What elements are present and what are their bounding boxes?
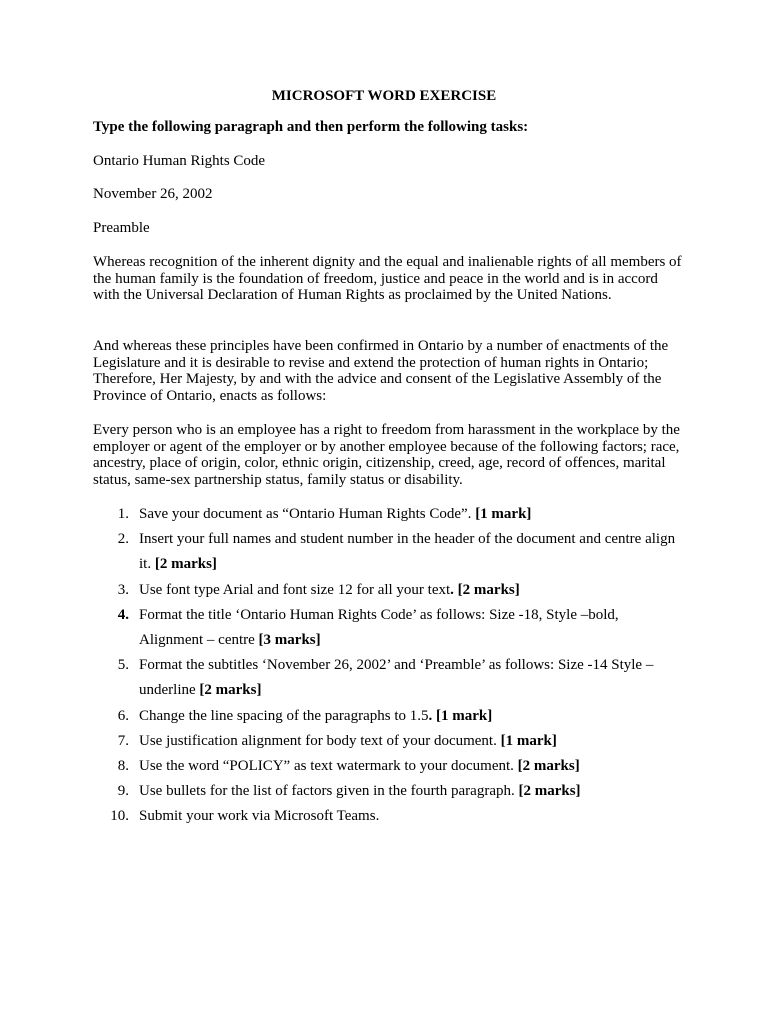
task-text: Use bullets for the list of factors given in the fourth paragraph. — [139, 783, 519, 800]
task-text: Insert your full names and student number in the header of the document and centre align it. — [139, 531, 676, 573]
list-number: 8. — [117, 758, 129, 775]
list-item — [93, 729, 683, 754]
list-number: 4. — [117, 606, 129, 623]
paragraph-2: And whereas these principles have been confirmed in Ontario by a number of enactments of the Legislature and it is desirable to revise and extend the protection of human rights in Ontario; Therefore, Her Majesty, by and with the advice and consent of the Legislative Assembly of the Province of Ontario, enacts as follows: — [93, 338, 669, 404]
task-mark: [2 marks] — [199, 682, 262, 699]
task-text: Submit your work via Microsoft Teams. — [139, 808, 380, 825]
task-mark: . [2 marks] — [450, 581, 520, 598]
task-text: Format the title ‘Ontario Human Rights Code’ as follows: Size -18, Style –bold, Alignment – centre — [139, 606, 619, 649]
list-item — [93, 804, 683, 829]
task-text: Use the word “POLICY” as text watermark to your document. — [139, 758, 518, 775]
task-mark: [2 marks] — [154, 556, 217, 573]
list-number: 6. — [117, 707, 129, 724]
task-text: Use justification alignment for body text of your document. — [139, 732, 501, 749]
paragraph-1: Whereas recognition of the inherent dignity and the equal and inalienable rights of all members of the human family is the foundation of freedom, justice and peace in the world and is in accord with the Universal Declaration of Human Rights as proclaimed by the United Nations. — [93, 254, 682, 303]
list-item — [93, 502, 683, 527]
list-item — [93, 704, 683, 729]
task-mark: [2 marks] — [517, 758, 580, 775]
list-number: 10. — [110, 808, 129, 825]
list-number: 2. — [117, 531, 129, 548]
task-list — [93, 502, 683, 830]
task-text: Save your document as “Ontario Human Rights Code”. — [139, 506, 476, 522]
date-text: November 26, 2002 — [93, 186, 213, 202]
paragraph-3: Every person who is an employee has a right to freedom from harassment in the workplace by the employer or agent of the employer or by another employee because of the following factors; race, ancestry, place of origin, color, ethnic origin, citizenship, creed, age, record of offences, marital status, same-sex partnership status, family status or disability. — [93, 422, 680, 488]
list-item — [93, 653, 683, 703]
list-number: 3. — [117, 581, 129, 598]
heading-text: Ontario Human Rights Code — [93, 153, 266, 169]
task-text: Use font type Arial and font size 12 for all your text — [139, 581, 451, 598]
preamble-label: Preamble — [93, 220, 150, 236]
list-number: 9. — [117, 783, 129, 800]
list-number: 1. — [117, 506, 129, 522]
list-item — [93, 527, 683, 577]
list-item — [93, 754, 683, 779]
task-mark: [1 mark] — [500, 732, 557, 749]
instruction-text: Type the following paragraph and then perform the following tasks: — [93, 119, 529, 135]
document-title: MICROSOFT WORD EXERCISE — [271, 88, 497, 104]
task-mark: [1 mark] — [475, 506, 532, 522]
task-mark: . [1 mark] — [428, 707, 493, 724]
task-text: Format the subtitles ‘November 26, 2002’ and ‘Preamble’ as follows: Size -14 Style –underline — [139, 657, 654, 699]
task-text: Change the line spacing of the paragraphs to 1.5 — [139, 707, 429, 724]
list-number: 5. — [117, 657, 129, 674]
task-mark: [3 marks] — [258, 632, 321, 649]
list-item — [93, 603, 683, 653]
task-mark: [2 marks] — [518, 783, 581, 800]
list-number: 7. — [117, 732, 129, 749]
list-item — [93, 779, 683, 804]
list-item — [93, 578, 683, 603]
